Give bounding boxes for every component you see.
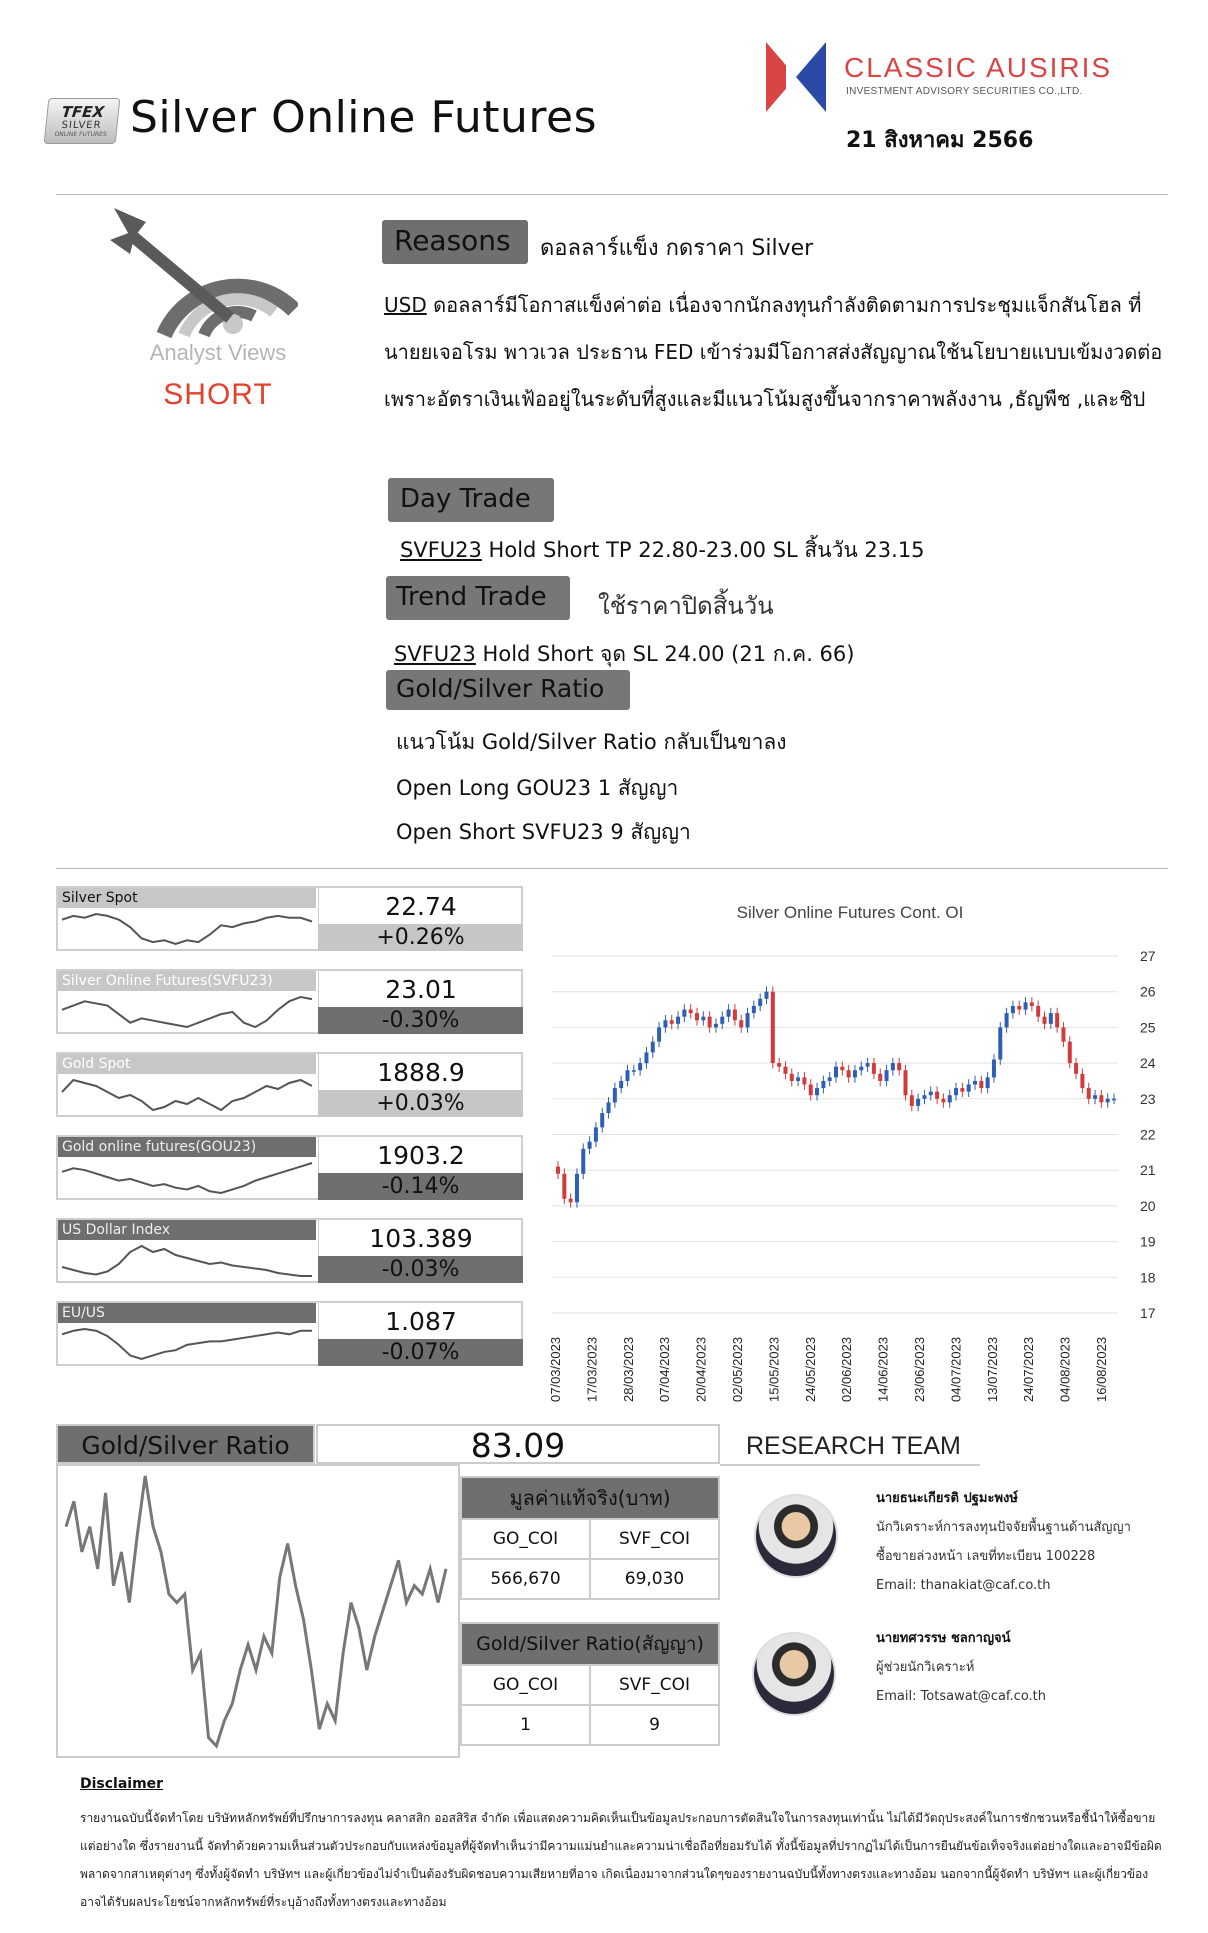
candle-body xyxy=(783,1067,787,1074)
gsr-item-long: Open Long GOU23 1 สัญญา xyxy=(396,776,679,800)
trend-trade-text: Hold Short จุด SL 24.00 (21 ก.ค. 66) xyxy=(475,642,855,666)
x-tick-label: 14/06/2023 xyxy=(875,1336,891,1402)
candle-body xyxy=(828,1077,832,1081)
candle-body xyxy=(1061,1027,1065,1041)
candle-body xyxy=(967,1085,971,1092)
candle-body xyxy=(619,1081,623,1088)
x-tick-label: 04/07/2023 xyxy=(948,1336,964,1402)
gsr-contract-go: 1 xyxy=(520,1715,531,1735)
x-tick-label: 04/08/2023 xyxy=(1057,1336,1073,1402)
market-name: Gold Spot xyxy=(58,1054,316,1074)
candle-body xyxy=(922,1095,926,1099)
market-value: 103.389 xyxy=(318,1220,523,1256)
gsr-line-chart xyxy=(56,1464,460,1758)
candle-body xyxy=(657,1027,661,1041)
sparkline-line xyxy=(62,1080,312,1110)
candle-body xyxy=(758,999,762,1006)
candle-body xyxy=(626,1070,630,1081)
x-tick-label: 16/08/2023 xyxy=(1094,1336,1109,1402)
market-name: Silver Online Futures(SVFU23) xyxy=(58,971,316,991)
candle-body xyxy=(720,1017,724,1024)
analyst-name: นายธนะเกียรติ ปฐมะพงษ์ xyxy=(876,1491,1018,1506)
gsr-contract-table xyxy=(460,1622,720,1746)
y-tick-label: 23 xyxy=(1140,1090,1156,1107)
trend-trade-note: ใช้ราคาปิดสิ้นวัน xyxy=(598,592,774,620)
market-change: -0.30% xyxy=(318,1007,523,1034)
gsr-value: 83.09 xyxy=(316,1424,720,1464)
candle-body xyxy=(777,1063,781,1067)
candle-body xyxy=(1074,1063,1078,1074)
candle-body xyxy=(802,1077,806,1084)
market-change: -0.14% xyxy=(318,1173,523,1200)
candle-body xyxy=(853,1070,857,1077)
market-sparkline xyxy=(60,1074,314,1116)
candle-body xyxy=(594,1127,598,1141)
market-change: -0.03% xyxy=(318,1256,523,1283)
y-tick-label: 17 xyxy=(1140,1305,1156,1321)
candle-body xyxy=(796,1077,800,1081)
candle-body xyxy=(562,1174,566,1199)
candle-body xyxy=(581,1149,585,1174)
candle-body xyxy=(714,1024,718,1028)
day-trade-recommendation xyxy=(400,534,925,567)
trend-trade-recommendation xyxy=(394,638,854,671)
reasons-headline: ดอลลาร์แข็ง กดราคา Silver xyxy=(540,236,814,261)
x-tick-label: 23/06/2023 xyxy=(912,1336,927,1402)
candle-body xyxy=(809,1085,813,1096)
candle-body xyxy=(569,1199,573,1203)
y-tick-label: 27 xyxy=(1140,948,1156,964)
gsr-item-trend: แนวโน้ม Gold/Silver Ratio กลับเป็นขาลง xyxy=(396,730,787,754)
candle-body xyxy=(891,1063,895,1070)
candle-body xyxy=(632,1070,636,1072)
gsr-contract-svf: 9 xyxy=(589,1706,718,1744)
candle-body xyxy=(954,1088,958,1095)
market-value: 1.087 xyxy=(318,1303,523,1339)
real-value-table-header: มูลค่าแท้จริง(บาท) xyxy=(462,1478,718,1518)
market-sparkline xyxy=(60,1157,314,1199)
company-subtitle: INVESTMENT ADVISORY SECURITIES CO.,LTD. xyxy=(846,86,1083,97)
day-trade-symbol: SVFU23 xyxy=(400,538,482,562)
candle-body xyxy=(1068,1042,1072,1063)
candle-body xyxy=(872,1063,876,1074)
candle-body xyxy=(752,1006,756,1013)
tfex-logo-silver-text: SILVER xyxy=(60,120,103,131)
candle-body xyxy=(727,1010,731,1017)
analyst-role: ผู้ช่วยนักวิเคราะห์ xyxy=(876,1660,975,1675)
tfex-logo-text: TFEX xyxy=(60,103,106,121)
disclaimer-text: รายงานฉบับนี้จัดทำโดย บริษัทหลักทรัพย์ที่ปรึกษาการลงทุน คลาสสิก ออสสิริส จำกัด เพื่อแสดงความคิดเห็นเป็นข้อมูลประกอบการตัดสินใจในการลงทุนเท่านั้น ไม่ได้มีวัตถุประสงค์ในการชักชวนหรือชี้นำให้ซื้อขายแต่อย่างใด ซึ่งรายงานนี้ จัดทำด้วยความเห็นส่วนตัวประกอบกับแหล่งข้อมูลที่ผู้จัดทำเห็นว่ามีความแม่นยำและความน่าเชื่อถือที่ยอมรับได้ ทั้งนี้ข้อมูลที่ปรากฏไม่ได้เป็นการยืนยันข้อเท็จจริงแต่อย่างใดและอาจมีข้อผิดพลาดจากสาเหตุต่างๆ ซึ่งทั้งผู้จัดทำ บริษัทฯ และผู้เกี่ยวข้องไม่จำเป็นต้องรับผิดชอบความเสียหายที่อาจ เกิดเนื่องมาจากส่วนใดๆของรายงานฉบับนี้ทั้งทางตรงและทางอ้อม นอกจากนี้ผู้จัดทำ บริษัทฯ และผู้เกี่ยวข้อง อาจได้รับผลประโยชน์จากหลักทรัพย์ที่ระบุอ้างถึงทั้งทางตรงและทางอ้อม xyxy=(80,1811,1162,1909)
candle-body xyxy=(1049,1013,1053,1024)
candle-body xyxy=(663,1020,667,1027)
candle-body xyxy=(1011,1006,1015,1013)
market-change: +0.03% xyxy=(318,1090,523,1117)
x-tick-label: 24/07/2023 xyxy=(1021,1336,1037,1402)
candle-body xyxy=(1036,1006,1040,1017)
candle-body xyxy=(998,1027,1002,1059)
candle-body xyxy=(600,1113,604,1127)
candle-body xyxy=(1024,1002,1028,1009)
section-divider xyxy=(56,868,1168,869)
market-name: EU/US xyxy=(58,1303,316,1323)
analyst-avatar-2 xyxy=(752,1632,836,1716)
gsr-contract-col-svf: SVF_COI xyxy=(589,1666,718,1704)
candle-body xyxy=(790,1074,794,1081)
x-tick-label: 20/04/2023 xyxy=(693,1336,709,1402)
market-sparkline xyxy=(60,991,314,1033)
real-value-svf: 69,030 xyxy=(589,1560,718,1598)
candle-body xyxy=(1112,1099,1116,1101)
x-tick-label: 15/05/2023 xyxy=(766,1336,782,1402)
research-team-divider xyxy=(720,1464,980,1466)
candle-body xyxy=(834,1067,838,1078)
reasons-body-text: ดอลลาร์มีโอกาสแข็งค่าต่อ เนื่องจากนักลงทุนกำลังติดตามการประชุมแจ็กสันโฮล ที่นายยเจอโรม พาวเวล ประธาน FED เข้าร่วมมีโอกาสส่งสัญญาณใช้นโยบายแบบเข้มงวดต่อ เพราะอัตราเงินเฟ้ออยู่ในระดับที่สูงและมีแนวโน้มสูงขึ้นจากราคาพลังงาน ,ธัญพืช ,และชิป xyxy=(384,293,1163,411)
y-tick-label: 26 xyxy=(1140,983,1156,1000)
trend-trade-tag: Trend Trade xyxy=(386,576,570,620)
candle-body xyxy=(1106,1099,1110,1103)
candle-body xyxy=(1093,1095,1097,1099)
candle-body xyxy=(941,1099,945,1103)
candle-body xyxy=(1099,1095,1103,1102)
reasons-tag: Reasons xyxy=(382,220,528,264)
gsr-contract-col-go: GO_COI xyxy=(492,1675,559,1695)
candle-body xyxy=(815,1088,819,1095)
candle-body xyxy=(670,1020,674,1024)
x-tick-label: 24/05/2023 xyxy=(802,1336,818,1402)
sparkline-line xyxy=(62,997,312,1027)
market-name: Silver Spot xyxy=(58,888,316,908)
analyst-card-1 xyxy=(876,1484,1131,1600)
candle-body xyxy=(948,1095,952,1102)
candle-body xyxy=(771,992,775,1063)
x-tick-label: 02/06/2023 xyxy=(839,1336,855,1402)
candle-body xyxy=(695,1013,699,1020)
tfex-logo-sub-text: ONLINE FUTURES xyxy=(54,131,108,138)
candle-body xyxy=(1055,1013,1059,1027)
y-tick-label: 20 xyxy=(1140,1197,1156,1214)
gsr-contract-table-header: Gold/Silver Ratio(สัญญา) xyxy=(462,1624,718,1664)
candle-body xyxy=(575,1174,579,1203)
sparkline-line xyxy=(62,1246,312,1276)
candle-body xyxy=(847,1070,851,1077)
x-tick-label: 07/04/2023 xyxy=(657,1336,673,1402)
candle-body xyxy=(689,1010,693,1014)
report-date: 21 สิงหาคม 2566 xyxy=(846,128,1034,153)
y-tick-label: 21 xyxy=(1140,1162,1156,1179)
candle-body xyxy=(613,1088,617,1102)
trend-trade-symbol: SVFU23 xyxy=(394,642,476,666)
disclaimer-title: Disclaimer xyxy=(80,1776,164,1792)
x-tick-label: 17/03/2023 xyxy=(584,1336,600,1402)
y-tick-label: 22 xyxy=(1140,1126,1156,1143)
y-tick-label: 24 xyxy=(1140,1055,1156,1072)
candle-body xyxy=(897,1063,901,1070)
candle-body xyxy=(1030,1002,1034,1006)
candle-body xyxy=(588,1142,592,1149)
candle-body xyxy=(607,1102,611,1113)
candle-body xyxy=(929,1092,933,1096)
market-value: 22.74 xyxy=(318,888,523,924)
target-dart-icon xyxy=(108,200,298,340)
company-logo-icon xyxy=(766,42,826,112)
day-trade-tag: Day Trade xyxy=(388,478,554,522)
analyst-name: นายทศวรรษ ชลกาญจน์ xyxy=(876,1631,1011,1646)
candle-body xyxy=(746,1013,750,1027)
candle-body xyxy=(885,1070,889,1081)
research-team-title: RESEARCH TEAM xyxy=(746,1432,961,1460)
candle-body xyxy=(651,1042,655,1053)
market-box-gou23 xyxy=(56,1135,523,1200)
market-box-silver-spot xyxy=(56,886,523,951)
market-value: 1888.9 xyxy=(318,1054,523,1090)
market-box-gold-spot xyxy=(56,1052,523,1117)
page-title: Silver Online Futures xyxy=(130,92,598,143)
market-value: 1903.2 xyxy=(318,1137,523,1173)
candle-body xyxy=(859,1067,863,1071)
market-value: 23.01 xyxy=(318,971,523,1007)
reasons-body xyxy=(384,282,1170,423)
candle-body xyxy=(821,1081,825,1088)
analyst-role: นักวิเคราะห์การลงทุนปัจจัยพื้นฐานด้านสัญญา xyxy=(876,1520,1131,1535)
y-tick-label: 19 xyxy=(1140,1233,1156,1250)
candle-body xyxy=(935,1092,939,1099)
candle-body xyxy=(1043,1017,1047,1024)
y-tick-label: 18 xyxy=(1140,1269,1156,1286)
market-change: -0.07% xyxy=(318,1339,523,1366)
real-value-go: 566,670 xyxy=(490,1569,561,1589)
candle-body xyxy=(733,1010,737,1021)
x-tick-label: 28/03/2023 xyxy=(620,1336,636,1402)
candle-body xyxy=(739,1020,743,1027)
candle-body xyxy=(904,1070,908,1095)
market-change: +0.26% xyxy=(318,924,523,951)
header-divider xyxy=(56,194,1168,195)
candle-body xyxy=(1017,1006,1021,1010)
x-tick-label: 07/03/2023 xyxy=(548,1336,563,1402)
candle-body xyxy=(556,1167,560,1174)
candle-body xyxy=(979,1081,983,1088)
real-value-col-go: GO_COI xyxy=(492,1529,559,1549)
candle-body xyxy=(910,1095,914,1106)
candle-body xyxy=(1005,1013,1009,1027)
sparkline-line xyxy=(62,1163,312,1193)
analyst-email[interactable]: Email: thanakiat@caf.co.th xyxy=(876,1578,1051,1593)
analyst-card-2 xyxy=(876,1624,1046,1711)
gold-silver-ratio-tag: Gold/Silver Ratio xyxy=(386,670,630,710)
y-tick-label: 25 xyxy=(1140,1019,1156,1036)
analyst-role-detail: ซื้อขายล่วงหน้า เลขที่ทะเบียน 100228 xyxy=(876,1549,1096,1564)
candle-body xyxy=(960,1088,964,1092)
analyst-avatar-1 xyxy=(754,1494,838,1578)
market-box-us-dollar-index xyxy=(56,1218,523,1283)
candle-body xyxy=(682,1010,686,1017)
candle-body xyxy=(973,1081,977,1085)
candle-body xyxy=(1087,1088,1091,1099)
candle-body xyxy=(878,1074,882,1081)
candle-body xyxy=(701,1017,705,1021)
candle-body xyxy=(992,1060,996,1078)
candle-body xyxy=(644,1052,648,1063)
market-box-eu-us xyxy=(56,1301,523,1366)
candle-body xyxy=(708,1017,712,1028)
reasons-body-lead: USD xyxy=(384,293,427,317)
silver-futures-candlestick-chart xyxy=(540,890,1180,1410)
day-trade-text: Hold Short TP 22.80-23.00 SL สิ้นวัน 23.15 xyxy=(481,538,925,562)
market-sparkline xyxy=(60,1240,314,1282)
x-tick-label: 13/07/2023 xyxy=(984,1336,1000,1402)
candle-body xyxy=(866,1063,870,1067)
sparkline-line xyxy=(62,914,312,944)
market-sparkline xyxy=(60,1323,314,1365)
analyst-view-short: SHORT xyxy=(163,378,273,411)
market-sparkline xyxy=(60,908,314,950)
analyst-views-label: Analyst Views xyxy=(149,340,287,365)
x-tick-label: 02/05/2023 xyxy=(730,1336,745,1402)
candle-body xyxy=(840,1067,844,1071)
gsr-item-short: Open Short SVFU23 9 สัญญา xyxy=(396,820,691,844)
real-value-col-svf: SVF_COI xyxy=(589,1520,718,1558)
candle-body xyxy=(1080,1074,1084,1088)
tfex-silver-logo xyxy=(44,98,121,144)
candle-body xyxy=(986,1077,990,1088)
candle-body xyxy=(765,992,769,999)
market-name: Gold online futures(GOU23) xyxy=(58,1137,316,1157)
real-value-table xyxy=(460,1476,720,1600)
candle-body xyxy=(916,1099,920,1106)
analyst-email[interactable]: Email: Totsawat@caf.co.th xyxy=(876,1689,1047,1704)
gsr-line-chart-svg xyxy=(58,1466,458,1756)
candle-body xyxy=(638,1063,642,1070)
chart-title: Silver Online Futures Cont. OI xyxy=(736,903,964,922)
gsr-series-line xyxy=(66,1476,446,1746)
candle-body xyxy=(676,1017,680,1024)
market-box-svfu23 xyxy=(56,969,523,1034)
market-name: US Dollar Index xyxy=(58,1220,316,1240)
company-name: CLASSIC AUSIRIS xyxy=(844,52,1113,83)
gsr-label: Gold/Silver Ratio xyxy=(56,1424,315,1464)
sparkline-line xyxy=(62,1329,312,1359)
